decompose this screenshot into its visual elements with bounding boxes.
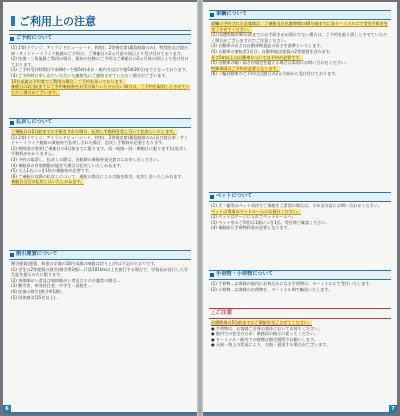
footer-band (203, 412, 397, 414)
section-heading (9, 34, 191, 44)
paragraph: (4) ご予約時に申し出ていただいた連絡先にご連絡させていただく場合がございます。 (11, 72, 170, 78)
paragraph: (4) 乗船券の有効期限が過ぎた場合は払戻しいたしかねます。 (11, 162, 125, 168)
highlighted-note: ペットは専用のペットルームにお預けください。 (211, 208, 302, 214)
paragraph: (1) 1等(ラウンジ、アイランドビューシート、和室)、2等指定席(桑島航路のみ)、特別室及び寝台車・サイドトートライク航路のご予約は、ご乗船日の2ヵ月前の同日より受け付けております。 (11, 45, 189, 56)
caution-heading (209, 308, 391, 319)
bullet-square-icon (210, 195, 214, 199)
bullet-square-icon (10, 121, 14, 125)
paragraph: (3) ご予約受付時間は午前9時〜午後5時(本社・梅内支店は午後5時30分)までとなっております。 (11, 67, 190, 73)
page-title: ご利用上の注意 (19, 15, 96, 28)
section-title: 割引運賃について (16, 251, 58, 257)
page-number: 6 (3, 405, 11, 413)
paragraph: (2) 小荷物…お客様のお荷物を、ターミナル間で輸送いたします。 (211, 286, 333, 292)
page-number: 7 (389, 405, 397, 413)
section-vehicle (209, 10, 391, 77)
caution-item: ● 船内での安全のため、乗務員の指示に従ってください。 (211, 331, 319, 337)
bullet-square-icon (10, 37, 14, 41)
footer-band (3, 412, 197, 414)
left-footer (3, 404, 197, 414)
paragraph: (2) 時間帯の変更(ご乗船日の3日前までに限ります。同一航路・同一乗船日に限ります)は払戻し手数料がかかりません。 (11, 145, 188, 157)
section-title: 手荷物・小荷物について (216, 271, 273, 277)
section-body (9, 44, 191, 95)
paragraph: (1) 犬・猫等のペット同伴でご乗船をご希望の場合は、予め各支店にお問い合わせください。 (211, 203, 382, 208)
caution-body (209, 319, 391, 348)
paragraph: (1) 手荷物…お客様が船内にお持込みになる手荷物は、ターミナルにて受付いたします。 (211, 281, 374, 286)
paragraph: (4) 往復の割引(割引率1割)… (11, 288, 65, 294)
caution-title: △ご注意 (211, 310, 233, 316)
paragraph: (4) 自動車の運転者1名は、自動車航送運賃の2等運賃を含みます。 (211, 48, 334, 54)
section-title: 車輌について (216, 11, 248, 17)
highlighted-note: 乗船日の2日前までにご予約乗船券をお受け取りいただかない場合は、ご予約を取消しとさせていただく場合がございます。 (11, 84, 190, 95)
section-body (9, 128, 191, 185)
paragraph: (6) 二輪自動車のご予約は出港日の2ヵ月前から受け付けております。 (211, 71, 340, 77)
section-reservation (9, 34, 191, 95)
section-baggage (209, 270, 391, 292)
paragraph: (3) 自動車の長さは自動車検査証の長さを基準といたします。 (211, 43, 325, 49)
paragraph: (5) 自動車の幅・高さが規定を超える場合は事前にお問い合わせください。 (211, 60, 350, 66)
section-body (209, 20, 391, 77)
paragraph: (2) 出港時刻の40分前までにお手続きがお済みでない場合は、ご予約を取り消しとさせていただく場合がございますのでご注意ください。 (211, 32, 388, 43)
paragraph: 割引運賃(運賃、料金の半額の10円未満の端数は切り上げ)は下記のとおりです。 (11, 261, 159, 266)
caution-highlight: 出港時刻の5分前までにご乗船を完了させてください。 (211, 320, 312, 325)
caution-item: ● 手荷物は、お客様ご自身の責任においてお持ちください。 (211, 325, 323, 331)
highlighted-note: 車輌の予約されたお客様は、ご乗船当日出港時間の40分前までに各ターミナルにて受付手続きを完了させてください。 (211, 21, 388, 32)
bullet-square-icon (10, 253, 14, 257)
section-heading (9, 118, 191, 128)
section-body (9, 260, 191, 300)
highlighted-note: ご乗船日の2日前までに手続きされた場合、払戻し手数料を差し引いて払戻しいたします。 (11, 129, 178, 134)
highlighted-note: 長さ5m以上の自動車については予約が必要です。 (211, 54, 304, 60)
caution-section (209, 308, 391, 348)
highlighted-note: 特殊車両はご予約が必要となります。 (211, 65, 281, 71)
section-heading (9, 250, 191, 260)
bullet-square-icon (210, 273, 214, 277)
section-body (209, 202, 391, 231)
bullet-square-icon (210, 13, 214, 17)
section-title: 払戻しについて (16, 119, 53, 125)
section-heading (209, 270, 391, 280)
paragraph: (2) ペットはケージに入れてペットルームへ。 (211, 214, 296, 220)
right-page (203, 2, 397, 414)
paragraph: (1) 1等(ラウンジ、アイランドビューシート、和室)、2等指定席(桑島航路のみ)及び寝台車・サイドトートライク航路の乗船券で払戻しされた場合、払戻し手数料が必要となります。 (11, 134, 188, 146)
page-title-bar (9, 12, 191, 31)
paragraph: (2) 身体障がい者及び知的障がい者及びその介護者の割引… (11, 277, 121, 283)
paragraph: (5) 団体割引(15名以上)… (11, 294, 60, 300)
caution-item: ● 天候・海上の状況により、欠航・遅延する場合がございます。 (211, 342, 331, 348)
section-title: ご予約について (16, 35, 53, 41)
highlighted-note: 15名未満の予約客でご利用の場合、ご予約を承っております。 (11, 78, 127, 84)
paragraph: (3) ペット室のご利用は1頭につき1匹、受付時ご確認ください。 (211, 219, 330, 225)
caution-item: ● ターミナル・船内での喫煙は指定場所でお願いします。 (211, 336, 318, 342)
right-footer (203, 404, 397, 414)
section-title: ペットについて (216, 193, 253, 199)
section-body (209, 280, 391, 292)
section-refund (9, 118, 191, 185)
left-page (3, 2, 197, 414)
highlighted-note: 乗船日当日の払戻しはいたしかねます。 (11, 179, 85, 185)
paragraph: (5) 大人1名につき1枚の乗船券が必要です。 (11, 168, 93, 174)
paragraph: (6) ご乗船日以降の払戻しについて、運航の都合による欠航を除き、払戻しをいたしかねます。 (11, 173, 186, 179)
section-discount (9, 250, 191, 300)
paragraph: (1) 学生の2等運賃の割引(割引率2割)…片道101km以上を旅行する場合で、学校長が発行した学生証を提示の方に限ります。 (11, 266, 188, 278)
paragraph: (4) 乗船前に手荷物料金が必要となります。 (211, 225, 292, 231)
paragraph: (2) 往復・三角航路ご利用の場合、最初の往路のご予約はご乗船日の2ヵ月前の同日より受け付けております。 (11, 56, 189, 67)
section-heading (209, 10, 391, 20)
section-heading (209, 192, 391, 202)
section-pet (209, 192, 391, 231)
paragraph: (3) 予約の取消し、払戻しの際は、各航路の乗船券発売窓口にお申し出ください。 (11, 156, 162, 162)
paragraph: (3) 勤労者、単身赴任者、中学生・高校生… (11, 283, 92, 289)
title-accent-mark (11, 16, 15, 26)
